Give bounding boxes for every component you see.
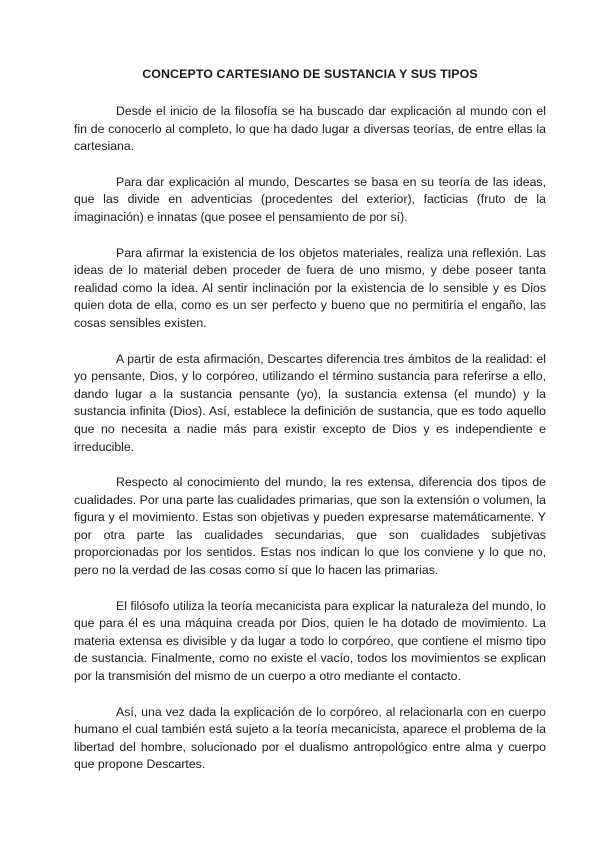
document-title: CONCEPTO CARTESIANO DE SUSTANCIA Y SUS TIPOS xyxy=(142,67,478,81)
paragraph-2: Para dar explicación al mundo, Descartes se basa en su teoría de las ideas, que las divide en adventicias (procedentes del exterior), facticias (fruto de la imaginación) e innatas (que posee el pensamiento de por sí). xyxy=(74,174,546,224)
paragraph-3: Para afirmar la existencia de los objetos materiales, realiza una reflexión. Las ideas de lo material deben proceder de fuera de uno mismo, y debe poseer tanta realidad como la idea. Al sentir inclinación por la existencia de lo sensible y es Dios quien dota de ella, como es un ser perfecto y bueno que no permitiría el engaño, las cosas sensibles existen. xyxy=(74,245,546,330)
paragraph-4: A partir de esta afirmación, Descartes diferencia tres ámbitos de la realidad: el yo pensante, Dios, y lo corpóreo, utilizando el término sustancia para referirse a ello, dando lugar a la sustancia pensante (yo), la sustancia extensa (el mundo) y la sustancia infinita (Dios). Así, establece la definición de sustancia, que es todo aquello que no necesita a nadie más para existir excepto de Dios y es independiente e irreducible. xyxy=(74,351,546,454)
paragraph-5: Respecto al conocimiento del mundo, la res extensa, diferencia dos tipos de cualidades. Por una parte las cualidades primarias, que son la extensión o volumen, la figura y el movimiento. Estas son objetivas y pueden expresarse matemáticamente. Y por otra parte las cualidades secundarias, que son cualidades subjetivas proporcionadas por los sentidos. Estas nos indican lo que los conviene y lo que no, pero no la verdad de las cosas como sí que lo hacen las primarias. xyxy=(74,475,546,578)
paragraph-1: Desde el inicio de la filosofía se ha buscado dar explicación al mundo con el fin de conocerlo al completo, lo que ha dado lugar a diversas teorías, de entre ellas la cartesiana. xyxy=(74,104,546,154)
paragraph-7: Así, una vez dada la explicación de lo corpóreo, al relacionarla con en cuerpo humano el cual también está sujeto a la teoría mecanicista, aparece el problema de la libertad del hombre, solucionado por el dualismo antropológico entre alma y cuerpo que propone Descartes. xyxy=(74,704,546,772)
paragraph-6: El filósofo utiliza la teoría mecanicista para explicar la naturaleza del mundo, lo que para él es una máquina creada por Dios, quien le ha dotado de movimiento. La materia extensa es divisible y da lugar a todo lo corpóreo, que contiene el mismo tipo de sustancia. Finalmente, como no existe el vacío, todos los movimientos se explican por la transmisión del mismo de un cuerpo a otro mediante el contacto. xyxy=(74,598,546,684)
